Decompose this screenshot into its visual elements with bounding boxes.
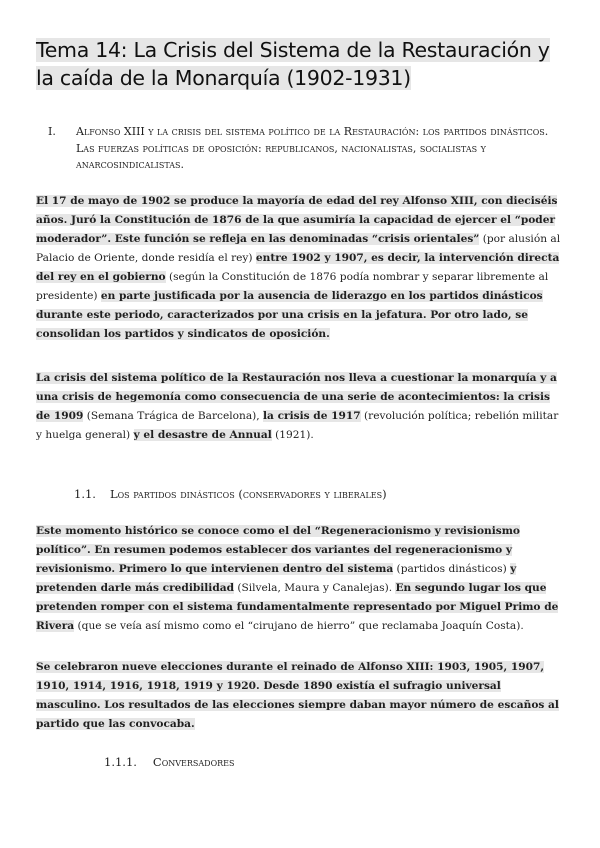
section-heading-1 (48, 124, 556, 174)
para1-bold-2: entre 1902 y 1907, es decir, la intervención directa del rey en el gobierno (36, 252, 560, 283)
section-text: Alfonso XIII y la crisis del sistema político de la Restauración: los partidos dinásticos. Las fuerzas políticas de oposición: republicanos, nacionalistas, socialistas y anarcosindicalistas. (76, 125, 549, 171)
subsection-number: 1.1. (74, 487, 96, 501)
section-number: I. (48, 125, 56, 138)
para3-plain-1: (partidos dinásticos) (393, 563, 511, 575)
para3-bold-2: y pretenden darle más credibilidad (36, 563, 517, 594)
para3-bold-1: Este momento histórico se conoce como el del “Regeneracionismo y revisionismo político”. En resumen podemos establecer dos variantes del regeneracionismo y revisionismo. Primero lo que intervienen dentro del sistema (36, 525, 520, 575)
para1-bold-3: en parte justificada por la ausencia de liderazgo en los partidos dinásticos durante este periodo, caracterizados por una crisis en la jefatura. Por otro lado, se consolidan los partidos y sindicatos de oposición. (36, 290, 543, 340)
para3-plain-2: (Silvela, Maura y Canalejas). (234, 582, 396, 594)
para2-bold-2: la crisis de 1917 (263, 410, 361, 422)
subsection-label: Los partidos dinásticos (conservadores y liberales) (109, 487, 387, 501)
title-text: Tema 14: La Crisis del Sistema de la Restauración y la caída de la Monarquía (1902-1931) (36, 38, 550, 90)
para1-plain-2: (según la Constitución de 1876 podía nombrar y separar libremente al presidente) (36, 271, 549, 302)
para2-plain-3: (1921). (271, 429, 314, 441)
paragraph-1 (36, 192, 564, 344)
para3-plain-3: (que se veía así mismo como el “cirujano de hierro” que reclamaba Joaquín Costa). (74, 620, 524, 632)
para4-bold-1: Se celebraron nueve elecciones durante el reinado de Alfonso XIII: 1903, 1905, 1907, 1910, 1914, 1916, 1918, 1919 y 1920. Desde 1890 existía el sufragio universal masculino. Los resultados de las elecciones siempre daban mayor número de escaños al partido que las convocaba. (36, 661, 559, 730)
para3-bold-3: En segundo lugar los que pretenden romper con el sistema fundamentalmente representado por Miguel Primo de Rivera (36, 582, 559, 632)
subsection-heading-1-1 (74, 487, 387, 501)
paragraph-3 (36, 522, 564, 636)
para1-plain-1: (por alusión al Palacio de Oriente, donde residía el rey) (36, 233, 561, 264)
paragraph-2 (36, 369, 564, 445)
subsection-heading-1-1-1 (104, 755, 235, 769)
document-title (36, 36, 566, 92)
para2-plain-1: (Semana Trágica de Barcelona), (83, 410, 264, 422)
para2-bold-1: La crisis del sistema político de la Restauración nos lleva a cuestionar la monarquía y a una crisis de hegemonía como consecuencia de una serie de acontecimientos: la crisis de 1909 (36, 372, 557, 422)
para2-bold-3: y el desastre de Annual (133, 429, 272, 441)
subsubsection-label: Conversadores (152, 755, 235, 769)
para1-bold-1: El 17 de mayo de 1902 se produce la mayoría de edad del rey Alfonso XIII, con dieciséis años. Juró la Constitución de 1876 de la que asumiría la capacidad de ejercer el “poder moderador”. Este función se refleja en las denominadas “crisis orientales” (36, 195, 558, 245)
subsubsection-number: 1.1.1. (104, 755, 137, 769)
para2-plain-2: (revolución política; rebelión militar y huelga general) (36, 410, 559, 441)
paragraph-4 (36, 658, 564, 734)
